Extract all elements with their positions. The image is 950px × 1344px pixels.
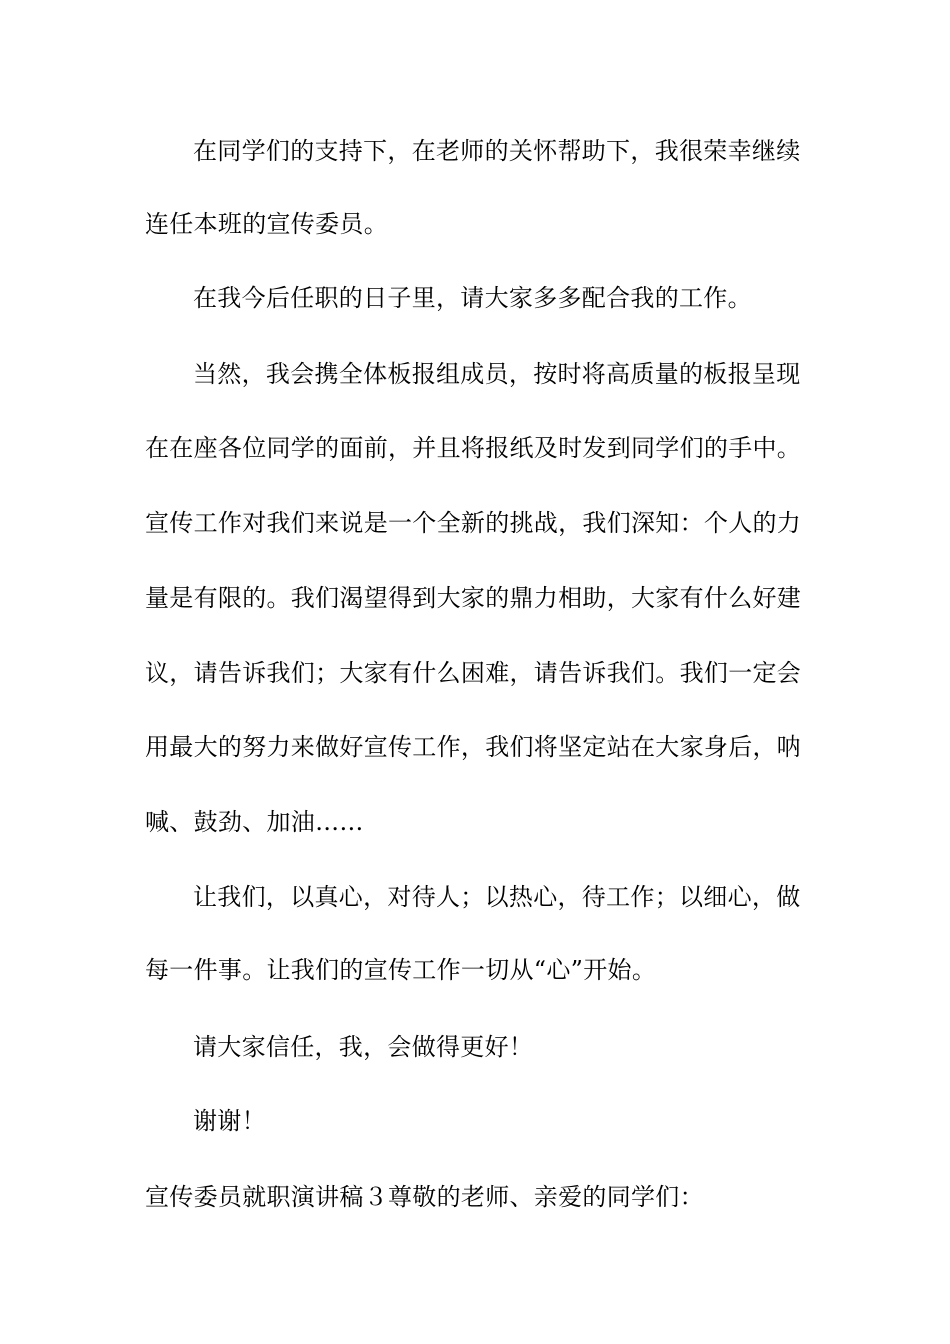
paragraph-line: 当然，我会携全体板报组成员，按时将高质量的板报呈现 bbox=[193, 360, 801, 388]
paragraph-line: 每一件事。让我们的宣传工作一切从“心”开始。 bbox=[145, 956, 657, 984]
paragraph-line: 宣传工作对我们来说是一个全新的挑战，我们深知：个人的力 bbox=[145, 509, 802, 537]
paragraph-line: 在我今后任职的日子里，请大家多多配合我的工作。 bbox=[193, 284, 752, 312]
paragraph-line: 量是有限的。我们渴望得到大家的鼎力相助，大家有什么好建 bbox=[145, 584, 802, 612]
paragraph-line: 让我们，以真心，对待人；以热心，待工作；以细心，做 bbox=[193, 883, 801, 911]
paragraph-line: 连任本班的宣传委员。 bbox=[145, 210, 388, 238]
paragraph-line: 谢谢！ bbox=[193, 1107, 266, 1135]
paragraph-line: 议，请告诉我们；大家有什么困难，请告诉我们。我们一定会 bbox=[145, 659, 802, 687]
paragraph-line: 喊、鼓劲、加油…… bbox=[145, 808, 364, 836]
paragraph-line: 在同学们的支持下，在老师的关怀帮助下，我很荣幸继续 bbox=[193, 137, 801, 165]
paragraph-line: 用最大的努力来做好宣传工作，我们将坚定站在大家身后，呐 bbox=[145, 733, 802, 761]
paragraph-line: 在在座各位同学的面前，并且将报纸及时发到同学们的手中。 bbox=[145, 434, 802, 462]
paragraph-line: 请大家信任，我，会做得更好！ bbox=[193, 1033, 534, 1061]
paragraph-line: 宣传委员就职演讲稿３尊敬的老师、亲爱的同学们： bbox=[145, 1183, 704, 1211]
